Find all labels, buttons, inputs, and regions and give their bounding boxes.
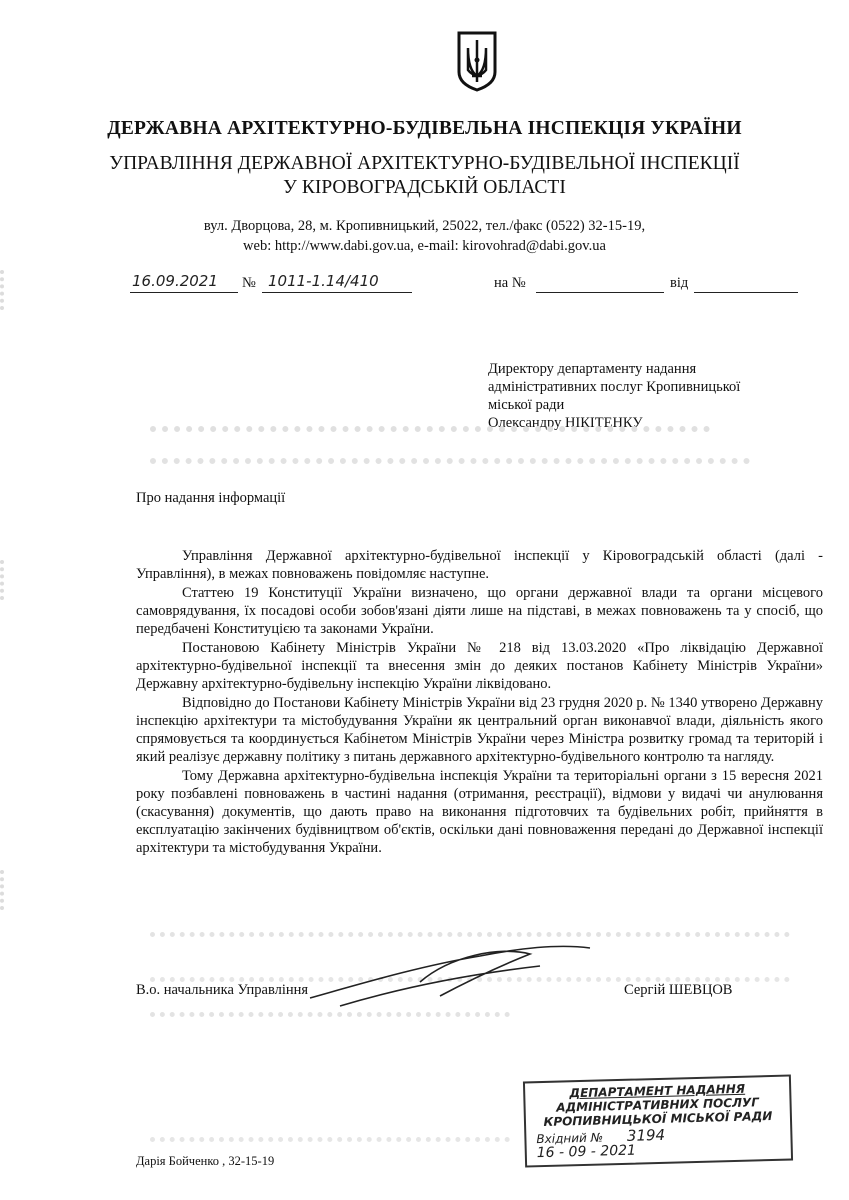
address-line-2: web: http://www.dabi.gov.ua, e-mail: kirovohrad@dabi.gov.ua [243,238,606,254]
registration-line [130,272,810,298]
date-underline [130,292,238,293]
recipient-block [488,360,808,432]
reference-number-blank [536,292,664,293]
handwritten-signature [300,936,600,1016]
address-line-1: вул. Дворцова, 28, м. Кропивницький, 25022, тел./факс (0522) 32-15-19, [203,218,646,234]
recipient-line-4: Олександру НІКІТЕНКУ [488,415,643,431]
recipient-line-2: адміністративних послуг Кропивницької [488,379,741,395]
signatory-title: В.о. начальника Управління [136,982,309,998]
subject-line: Про надання інформації [136,490,286,506]
stamp-incoming-number: 3194 [626,1125,666,1145]
bleed-through-mark [0,870,16,910]
recipient-line-3: міської ради [488,397,565,413]
number-label: № [242,275,256,291]
bleed-through-mark [0,560,16,600]
organization-name: ДЕРЖАВНА АРХІТЕКТУРНО-БУДІВЕЛЬНА ІНСПЕКЦІЯ УКРАЇНИ [107,118,742,139]
recipient-line-1: Директору департаменту надання [488,361,697,377]
number-underline [262,292,412,293]
body-paragraph: Статтею 19 Конституції України визначено, що органи державної влади та органи місцевого самоврядування, їх посадові особи зобов'язані діяти лише на підставі, в межах повноважень та у спосіб, що передбачені Конституцією та законами України. [136,585,823,637]
stamp-line-1: ДЕПАРТАМЕНТ НАДАННЯ [569,1081,746,1101]
department-line-1: УПРАВЛІННЯ ДЕРЖАВНОЇ АРХІТЕКТУРНО-БУДІВЕЛЬНОЇ ІНСПЕКЦІЇ [109,153,740,174]
letter-body [136,547,823,858]
signatory-name: Сергій ШЕВЦОВ [624,982,733,998]
bleed-through-mark [150,1012,510,1142]
department-line-2: У КІРОВОГРАДСЬКІЙ ОБЛАСТІ [283,177,566,198]
department-name [0,152,849,200]
coat-of-arms-icon [456,30,498,92]
address-block [0,216,849,256]
stamp-line-3: КРОПИВНИЦЬКОЇ МІСЬКОЇ РАДИ [543,1109,773,1129]
reference-date-label: від [670,275,689,291]
stamp-incoming-label: Вхідний № [536,1130,604,1147]
stamp-line-2: АДМІНІСТРАТИВНИХ ПОСЛУГ [556,1095,760,1115]
body-paragraph: Управління Державної архітектурно-будівельної інспекції у Кіровоградській області (далі - Управління), в межах повноважень повідомляє наступне. [136,548,823,582]
reference-number-label: на № [494,275,526,291]
body-paragraph: Відповідно до Постанови Кабінету Міністрів України від 23 грудня 2020 р. № 1340 утворено Державну інспекцію архітектури та містобудування України як центральний орган виконавчої влади, діяльність якого спрямовується та координується Кабінетом Міністрів України через Міністра розвитку громад та територій і який реалізує державну політику з питань державного архітектурно-будівельного контролю та нагляду. [136,695,823,765]
executor-contact: Дарія Бойченко , 32-15-19 [136,1154,275,1168]
bleed-through-mark [0,270,16,310]
incoming-stamp [523,1075,793,1168]
bleed-through-mark [150,426,710,444]
bleed-through-mark [150,458,750,476]
stamp-date: 16 - 09 - 2021 [536,1142,637,1162]
reference-date-blank [694,292,798,293]
registration-date: 16.09.2021 [132,272,218,290]
registration-number: 1011-1.14/410 [268,272,379,290]
body-paragraph: Постановою Кабінету Міністрів України № 218 від 13.03.2020 «Про ліквідацію Державної архітектурно-будівельної інспекції та внесення змін до деяких постанов Кабінету Міністрів України» Державну архітектурно-будівельну інспекцію України ліквідовано. [136,640,823,692]
body-paragraph: Тому Державна архітектурно-будівельна інспекція України та територіальні органи з 15 вересня 2021 року позбавлені повноважень в частині надання (отримання, реєстрації), відмови у видачі чи анулювання (скасування) документів, що дають право на виконання підготовчих та будівельних робіт, прийняття в експлуатацію закінчених будівництвом об'єктів, оскільки дані повноваження передані до Державної інспекції архітектури та містобудування України. [136,768,823,856]
